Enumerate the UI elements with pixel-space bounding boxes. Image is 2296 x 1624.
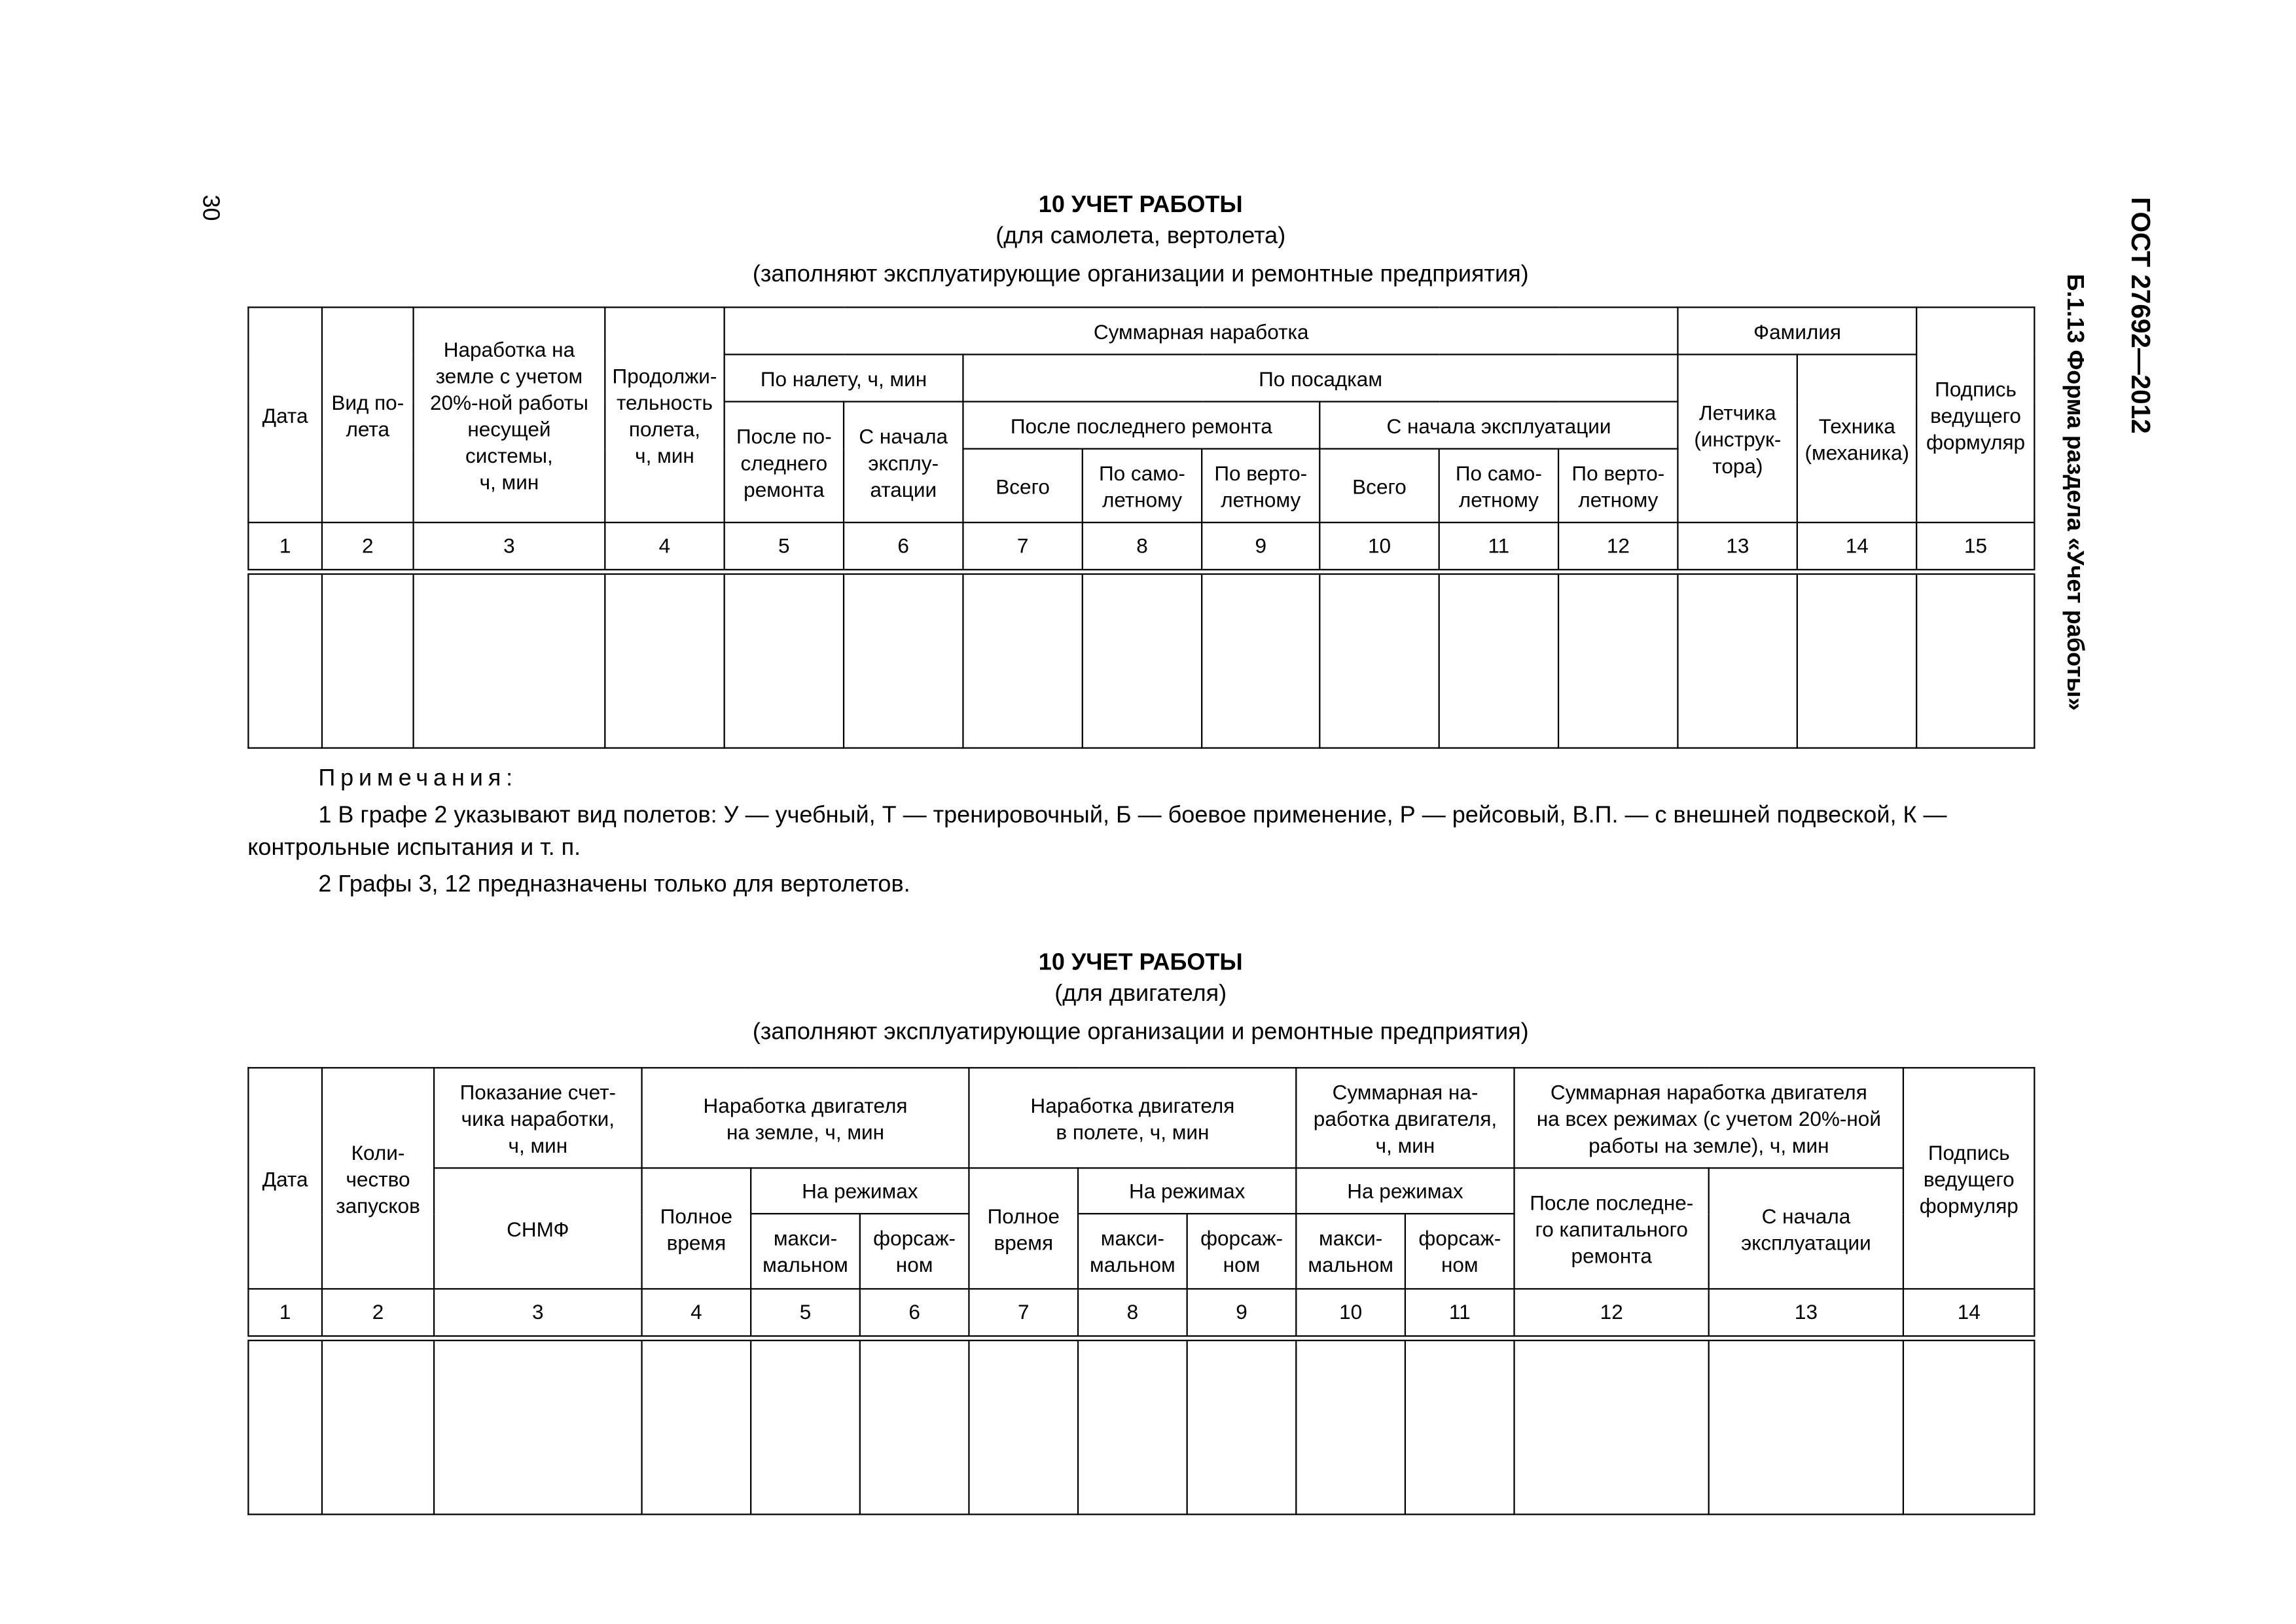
entry-cell[interactable]: [1515, 1337, 1709, 1514]
header-total-engine: Суммарная на- работка двигателя, ч, мин: [1296, 1068, 1514, 1168]
header-starts-count: Коли- чество запусков: [322, 1068, 434, 1289]
header-snmf: СНМФ: [434, 1168, 641, 1289]
entry-cell[interactable]: [605, 571, 724, 748]
entry-cell[interactable]: [1558, 571, 1678, 748]
header-total-all-modes: Суммарная наработка двигателя на всех режимах (с учетом 20%-ной работы на земле), ч, мин: [1515, 1068, 1903, 1168]
engine-work-table: [247, 1067, 2035, 1515]
entry-cell[interactable]: [1903, 1337, 2034, 1514]
column-number: 8: [1078, 1289, 1187, 1337]
column-number: 7: [963, 522, 1082, 571]
column-number: 12: [1558, 522, 1678, 571]
header-row-1: [248, 1068, 2034, 1168]
column-number: 8: [1083, 522, 1202, 571]
header-row-1: [248, 307, 2034, 354]
header-ground-modes: На режимах: [751, 1168, 969, 1214]
header-date: Дата: [248, 307, 322, 522]
column-number: 4: [605, 522, 724, 571]
column-number: 13: [1709, 1289, 1903, 1337]
header-aircraft-1: По само- летному: [1083, 449, 1202, 523]
header-signature: Подпись ведущего формуляр: [1916, 307, 2034, 522]
column-number: 4: [642, 1289, 751, 1337]
column-number: 6: [844, 522, 963, 571]
header-max-2: макси- мальном: [1078, 1214, 1187, 1289]
data-entry-row: [248, 1337, 2034, 1514]
header-helicopter-2: По верто- летному: [1558, 449, 1678, 523]
entry-cell[interactable]: [414, 571, 605, 748]
header-counter-reading: Показание счет- чика наработки, ч, мин: [434, 1068, 641, 1168]
header-after-overhaul: После последне- го капитального ремонта: [1515, 1168, 1709, 1289]
column-number: 12: [1515, 1289, 1709, 1337]
note-item: 1 В графе 2 указывают вид полетов: У — учебный, Т — тренировочный, Б — боевое применение, Р — рейсовый, В.П. — с внешней подвеской, К — контрольные испытания и т. п.: [247, 803, 1947, 861]
entry-cell[interactable]: [1202, 571, 1319, 748]
header-flight-type: Вид по- лета: [322, 307, 414, 522]
header-helicopter-1: По верто- летному: [1202, 449, 1319, 523]
note-item: 2 Графы 3, 12 предназначены только для вертолетов.: [318, 872, 910, 898]
column-number: 15: [1916, 522, 2034, 571]
column-number-row: [248, 522, 2034, 571]
header-afterburner-2: форсаж- ном: [1187, 1214, 1297, 1289]
header-max-1: макси- мальном: [751, 1214, 860, 1289]
entry-cell[interactable]: [322, 1337, 434, 1514]
entry-cell[interactable]: [1439, 571, 1558, 748]
entry-cell[interactable]: [1319, 571, 1439, 748]
entry-cell[interactable]: [1405, 1337, 1515, 1514]
entry-cell[interactable]: [1078, 1337, 1187, 1514]
header-landing-after-repair: После последнего ремонта: [963, 402, 1319, 449]
section2-note: (заполняют эксплуатирующие организации и ремонтные предприятия): [752, 1020, 1529, 1045]
header-afterburner-1: форсаж- ном: [860, 1214, 969, 1289]
header-since-start: С начала эксплуатации: [1709, 1168, 1903, 1289]
column-number: 5: [725, 522, 844, 571]
column-number: 10: [1319, 522, 1439, 571]
section1-title: 10 УЧЕТ РАБОТЫ: [1038, 192, 1243, 219]
column-number: 13: [1678, 522, 1797, 571]
standard-number: ГОСТ 27692—2012: [2125, 197, 2155, 434]
header-landing-since-start: С начала эксплуатации: [1319, 402, 1677, 449]
section1-subtitle: (для самолета, вертолета): [996, 224, 1286, 249]
column-number: 14: [1903, 1289, 2034, 1337]
header-date: Дата: [248, 1068, 322, 1289]
header-max-3: макси- мальном: [1296, 1214, 1405, 1289]
header-total-2: Всего: [1319, 449, 1439, 523]
page-number: 30: [197, 194, 223, 221]
header-aircraft-2: По само- летному: [1439, 449, 1558, 523]
column-number: 2: [322, 1289, 434, 1337]
entry-cell[interactable]: [1916, 571, 2034, 748]
entry-cell[interactable]: [725, 571, 844, 748]
header-flight-duration: Продолжи- тельность полета, ч, мин: [605, 307, 724, 522]
section2-subtitle: (для двигателя): [1054, 981, 1227, 1007]
entry-cell[interactable]: [1296, 1337, 1405, 1514]
entry-cell[interactable]: [1709, 1337, 1903, 1514]
column-number: 9: [1202, 522, 1319, 571]
column-number: 11: [1405, 1289, 1515, 1337]
header-by-flight: По налету, ч, мин: [725, 355, 963, 402]
entry-cell[interactable]: [860, 1337, 969, 1514]
column-number: 10: [1296, 1289, 1405, 1337]
entry-cell[interactable]: [434, 1337, 641, 1514]
column-number: 1: [248, 522, 322, 571]
header-by-landing: По посадкам: [963, 355, 1677, 402]
header-ground-time: Наработка на земле с учетом 20%-ной работы несущей системы, ч, мин: [414, 307, 605, 522]
column-number: 2: [322, 522, 414, 571]
section1-note: (заполняют эксплуатирующие организации и ремонтные предприятия): [752, 262, 1529, 288]
header-technician: Техника (механика): [1797, 355, 1916, 523]
column-number: 3: [414, 522, 605, 571]
header-surname: Фамилия: [1678, 307, 1917, 354]
column-number-row: [248, 1289, 2034, 1337]
header-ground-operation: Наработка двигателя на земле, ч, мин: [642, 1068, 969, 1168]
header-total-1: Всего: [963, 449, 1082, 523]
column-number: 9: [1187, 1289, 1297, 1337]
entry-cell[interactable]: [844, 571, 963, 748]
entry-cell[interactable]: [1678, 571, 1797, 748]
column-number: 3: [434, 1289, 641, 1337]
column-number: 6: [860, 1289, 969, 1337]
entry-cell[interactable]: [322, 571, 414, 748]
appendix-title: Б.1.13 Форма раздела «Учет работы»: [2061, 274, 2087, 711]
data-entry-row: [248, 571, 2034, 748]
header-ground-full-time: Полное время: [642, 1168, 751, 1289]
entry-cell[interactable]: [1797, 571, 1916, 748]
column-number: 11: [1439, 522, 1558, 571]
entry-cell[interactable]: [963, 571, 1082, 748]
header-row-2: [248, 1168, 2034, 1214]
header-total-modes: На режимах: [1296, 1168, 1514, 1214]
header-signature: Подпись ведущего формуляр: [1903, 1068, 2034, 1289]
column-number: 7: [969, 1289, 1078, 1337]
aircraft-work-table: [247, 306, 2035, 748]
entry-cell[interactable]: [642, 1337, 751, 1514]
section2-title: 10 УЧЕТ РАБОТЫ: [1038, 950, 1243, 976]
column-number: 1: [248, 1289, 322, 1337]
notes-block: [247, 763, 2034, 902]
entry-cell[interactable]: [969, 1337, 1078, 1514]
header-afterburner-3: форсаж- ном: [1405, 1214, 1515, 1289]
notes-label: Примечания:: [318, 766, 518, 792]
entry-cell[interactable]: [248, 571, 322, 748]
header-flight-after-repair: После по- следнего ремонта: [725, 402, 844, 523]
header-pilot: Летчика (инструк- тора): [1678, 355, 1797, 523]
header-flight-since-start: С начала эксплу- атации: [844, 402, 963, 523]
header-flight-full-time: Полное время: [969, 1168, 1078, 1289]
entry-cell[interactable]: [1187, 1337, 1297, 1514]
entry-cell[interactable]: [1083, 571, 1202, 748]
entry-cell[interactable]: [248, 1337, 322, 1514]
header-flight-operation: Наработка двигателя в полете, ч, мин: [969, 1068, 1296, 1168]
header-flight-modes: На режимах: [1078, 1168, 1296, 1214]
column-number: 5: [751, 1289, 860, 1337]
header-total-operating-time: Суммарная наработка: [725, 307, 1678, 354]
column-number: 14: [1797, 522, 1916, 571]
entry-cell[interactable]: [751, 1337, 860, 1514]
